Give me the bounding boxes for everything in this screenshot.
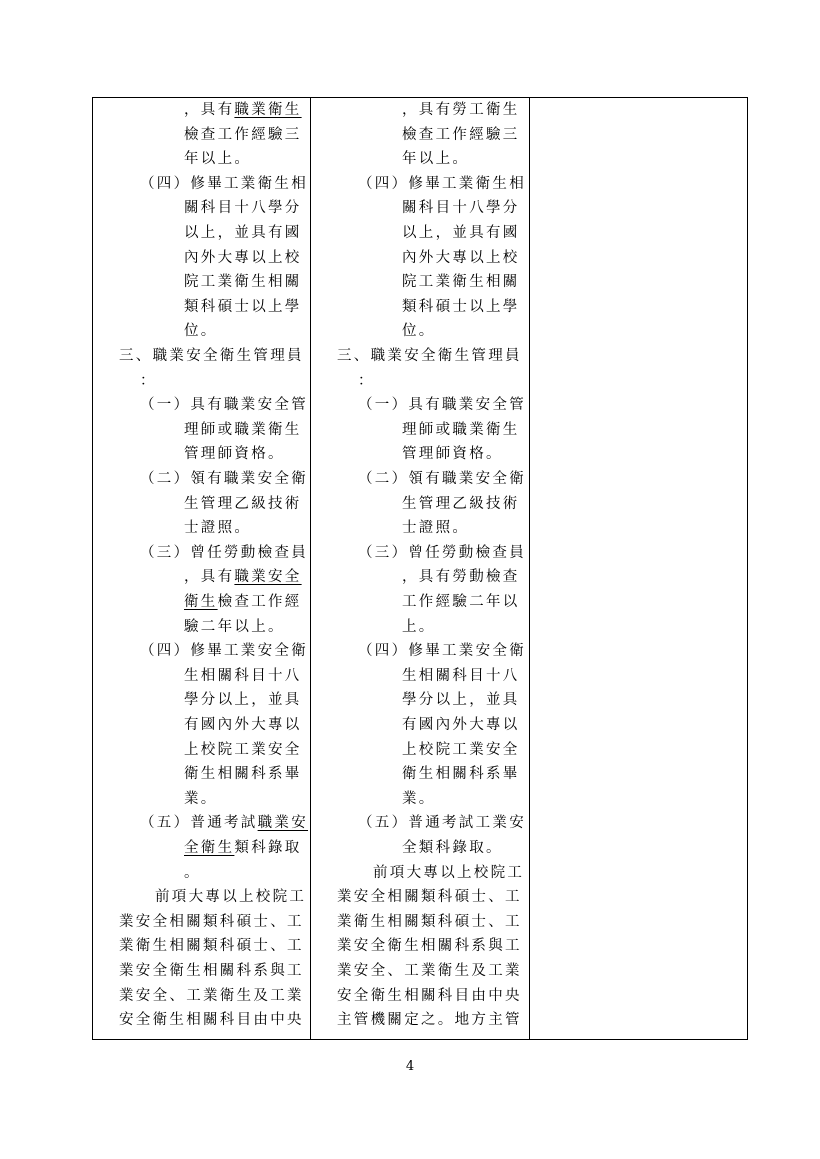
amended-line xyxy=(184,787,218,812)
text-segment: （五）普通考試 xyxy=(140,815,258,832)
current-line xyxy=(402,688,520,713)
amended-line xyxy=(140,369,157,394)
amended-line xyxy=(184,270,302,295)
text-segment: 業安全衛生相關科系與工 xyxy=(337,938,522,955)
amended-line xyxy=(184,836,302,861)
text-segment: 上校院工業安全 xyxy=(184,741,302,758)
amended-line xyxy=(184,147,251,172)
text-segment: 類科錄取 xyxy=(234,840,302,856)
amended-line xyxy=(140,172,308,197)
current-line xyxy=(358,639,526,664)
amended-line xyxy=(184,319,218,344)
amended-line xyxy=(119,910,304,935)
amended-line xyxy=(184,615,285,640)
text-segment: 類科碩士以上學 xyxy=(184,298,302,315)
column-divider xyxy=(529,98,530,1039)
text-segment: 主管機關定之。地方主管 xyxy=(337,1012,522,1029)
amended-line xyxy=(119,1008,304,1033)
amended-line xyxy=(119,959,304,984)
current-line xyxy=(402,147,469,172)
text-segment: 業。 xyxy=(402,790,436,807)
text-segment: ： xyxy=(358,372,375,389)
current-line xyxy=(402,270,520,295)
text-segment: 理師或職業衛生 xyxy=(402,421,520,438)
explanation-column xyxy=(530,98,749,1039)
current-line xyxy=(358,369,375,394)
current-line xyxy=(337,934,522,959)
text-segment: 生管理乙級技術 xyxy=(402,495,520,512)
text-segment: 上。 xyxy=(402,618,436,635)
text-segment: ，具有 xyxy=(184,102,235,118)
text-segment: （四）修畢工業安全衛 xyxy=(140,643,308,660)
text-segment: 衛生相關科系畢 xyxy=(184,766,302,783)
current-line xyxy=(402,516,469,541)
text-segment: 業衛生相關類科碩士、工 xyxy=(337,913,522,930)
text-segment: （四）修畢工業安全衛 xyxy=(358,643,526,660)
amended-line xyxy=(184,98,302,123)
text-segment: 位。 xyxy=(184,323,218,340)
text-segment: 安全衛生相關科目由中央 xyxy=(119,1012,304,1029)
text-segment: 全類科錄取。 xyxy=(402,840,503,856)
current-line xyxy=(358,811,526,836)
amended-line xyxy=(184,516,251,541)
text-segment: 士證照。 xyxy=(402,520,470,537)
text-segment: 檢查工作經驗三 xyxy=(402,126,520,143)
amended-line xyxy=(184,688,302,713)
current-line xyxy=(402,565,520,590)
text-segment: 管理師資格。 xyxy=(402,446,503,463)
text-segment: 業安全相關類科碩士、工 xyxy=(119,913,304,930)
text-segment: （二）領有職業安全衛 xyxy=(140,471,308,487)
text-segment: 檢查工作經驗三 xyxy=(184,126,302,143)
amended-line xyxy=(184,295,302,320)
text-segment: 年以上。 xyxy=(402,151,470,168)
text-segment: 有國內外大專以 xyxy=(184,717,302,733)
text-segment: 以上，並具有國 xyxy=(402,225,520,241)
current-line xyxy=(337,959,522,984)
amended-line xyxy=(184,442,285,467)
current-line xyxy=(402,615,436,640)
page-number: 4 xyxy=(405,1059,415,1074)
text-segment: （二）領有職業安全衛 xyxy=(358,471,526,487)
amended-line xyxy=(184,123,302,148)
text-segment: 關科目十八學分 xyxy=(184,200,302,217)
text-segment: 年以上。 xyxy=(184,151,252,168)
amended-line xyxy=(119,984,304,1009)
text-segment: 學分以上，並具 xyxy=(402,692,520,709)
text-segment: 工作經驗二年以 xyxy=(402,594,520,610)
current-line xyxy=(402,713,520,738)
current-line xyxy=(402,123,520,148)
text-segment: 院工業衛生相關 xyxy=(184,274,302,291)
amended-line xyxy=(119,344,304,369)
column-divider xyxy=(310,98,311,1039)
text-segment: 士證照。 xyxy=(184,520,252,537)
amended-line xyxy=(184,590,302,615)
text-segment: （一）具有職業安全管 xyxy=(358,397,526,414)
text-segment: 生相關科目十八 xyxy=(402,667,520,684)
text-segment: 業。 xyxy=(184,790,218,807)
amended-text-column xyxy=(93,98,311,1039)
current-line xyxy=(358,393,526,418)
amended-line xyxy=(184,492,302,517)
amended-line xyxy=(119,934,304,959)
text-segment: 前項大專以上校院工 xyxy=(155,889,307,906)
text-segment: 驗二年以上。 xyxy=(184,618,285,635)
text-segment: ： xyxy=(140,372,157,389)
amended-text-segment: 職業安全 xyxy=(234,569,302,586)
text-segment: 生相關科目十八 xyxy=(184,667,302,684)
text-segment: 安全衛生相關科目由中央 xyxy=(337,987,522,1004)
amended-line xyxy=(184,738,302,763)
current-line xyxy=(402,221,520,246)
text-segment: 三、職業安全衛生管理員 xyxy=(119,348,304,364)
amended-line xyxy=(184,762,302,787)
text-segment: （四）修畢工業衛生相 xyxy=(358,175,526,192)
text-segment: 業安全、工業衛生及工業 xyxy=(119,987,304,1004)
text-segment: 業安全、工業衛生及工業 xyxy=(337,963,522,979)
text-segment: 業衛生相關類科碩士、工 xyxy=(119,938,304,955)
text-segment: （三）曾任勞動檢查員 xyxy=(358,544,526,561)
text-segment: （三）曾任勞動檢查員 xyxy=(140,544,308,561)
current-line xyxy=(402,738,520,763)
text-segment: （四）修畢工業衛生相 xyxy=(140,175,308,192)
text-segment: 前項大專以上校院工 xyxy=(373,864,525,881)
text-segment: （一）具有職業安全管 xyxy=(140,397,308,414)
text-segment: ，具有勞動檢查 xyxy=(402,569,520,586)
current-line xyxy=(402,762,520,787)
current-line xyxy=(402,836,503,861)
amended-line xyxy=(140,811,308,836)
text-segment: 管理師資格。 xyxy=(184,446,285,463)
text-segment: 關科目十八學分 xyxy=(402,200,520,217)
amended-line xyxy=(184,713,302,738)
current-line xyxy=(402,664,520,689)
amended-line xyxy=(140,541,308,566)
comparison-table xyxy=(92,97,748,1040)
current-line xyxy=(402,319,436,344)
current-line xyxy=(337,885,522,910)
amended-line xyxy=(140,639,308,664)
text-segment: 內外大專以上校 xyxy=(184,249,302,266)
current-line xyxy=(337,910,522,935)
text-segment: 有國內外大專以 xyxy=(402,717,520,733)
current-line xyxy=(402,246,520,271)
current-line xyxy=(337,1008,522,1033)
current-line xyxy=(358,467,526,492)
text-segment: 位。 xyxy=(402,323,436,340)
amended-line xyxy=(184,418,302,443)
amended-line xyxy=(140,467,308,492)
current-line xyxy=(402,787,436,812)
current-text-column xyxy=(311,98,530,1039)
current-line xyxy=(373,861,524,886)
text-segment: 生管理乙級技術 xyxy=(184,495,302,512)
text-segment: 三、職業安全衛生管理員 xyxy=(337,348,522,364)
text-segment: 類科碩士以上學 xyxy=(402,298,520,315)
amended-text-segment: 全衛生 xyxy=(184,840,235,856)
amended-line xyxy=(184,565,302,590)
current-line xyxy=(402,295,520,320)
text-segment: 上校院工業安全 xyxy=(402,741,520,758)
amended-line xyxy=(155,885,306,910)
current-line xyxy=(358,172,526,197)
text-segment: 業安全相關類科碩士、工 xyxy=(337,889,522,906)
text-segment: 以上，並具有國 xyxy=(184,225,302,241)
text-segment: 。 xyxy=(184,864,201,881)
amended-text-segment: 衛生 xyxy=(184,594,218,610)
amended-line xyxy=(184,221,302,246)
current-line xyxy=(402,590,520,615)
current-line xyxy=(402,442,503,467)
text-segment: 檢查工作經 xyxy=(217,594,302,610)
amended-line xyxy=(184,196,302,221)
text-segment: 學分以上，並具 xyxy=(184,692,302,709)
amended-text-segment: 職業衛生 xyxy=(234,102,302,118)
amended-line xyxy=(184,246,302,271)
text-segment: ，具有勞工衛生 xyxy=(402,102,520,118)
current-line xyxy=(402,492,520,517)
current-line xyxy=(402,98,520,123)
current-line xyxy=(402,196,520,221)
current-line xyxy=(337,344,522,369)
amended-line xyxy=(140,393,308,418)
text-segment: （五）普通考試工業安 xyxy=(358,815,526,832)
amended-line xyxy=(184,664,302,689)
text-segment: 衛生相關科系畢 xyxy=(402,766,520,783)
current-line xyxy=(358,541,526,566)
amended-text-segment: 職業安 xyxy=(257,815,309,832)
text-segment: ，具有 xyxy=(184,569,235,586)
text-segment: 內外大專以上校 xyxy=(402,249,520,266)
text-segment: 業安全衛生相關科系與工 xyxy=(119,963,304,979)
amended-line xyxy=(184,861,201,886)
current-line xyxy=(402,418,520,443)
text-segment: 理師或職業衛生 xyxy=(184,421,302,438)
text-segment: 院工業衛生相關 xyxy=(402,274,520,291)
current-line xyxy=(337,984,522,1009)
